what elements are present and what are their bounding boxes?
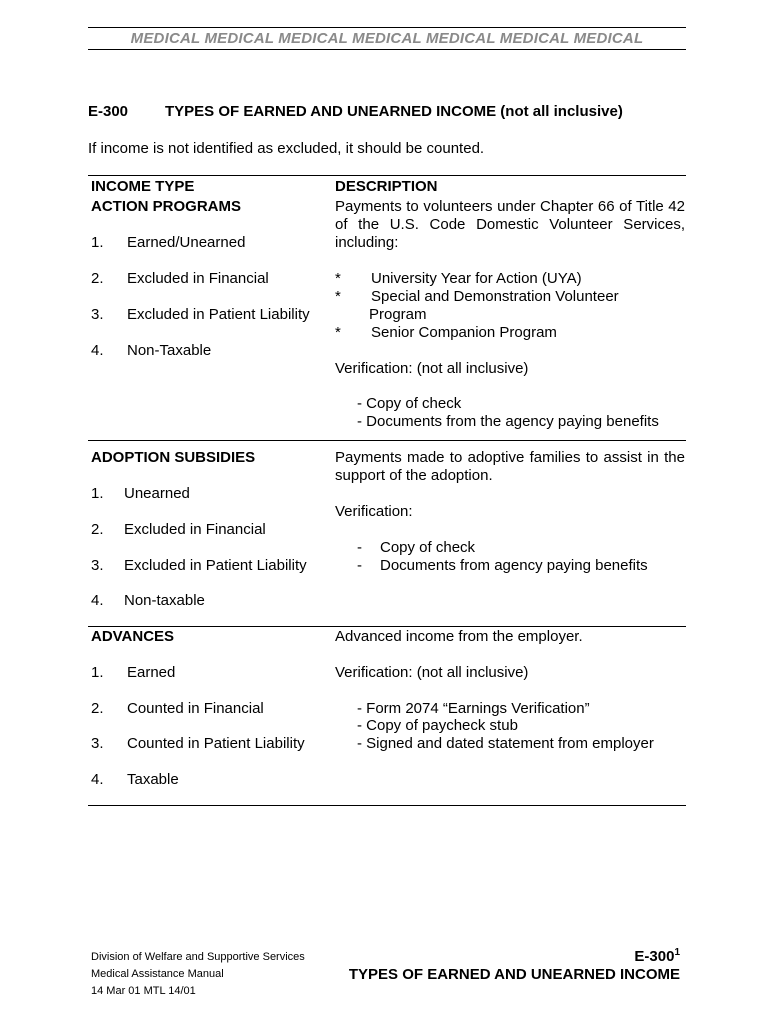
item-label: Earned xyxy=(127,664,176,681)
bullet-marker: * xyxy=(335,324,341,341)
item-number: 4. xyxy=(91,771,104,788)
item-number: 4. xyxy=(91,592,104,609)
item-number: 2. xyxy=(91,270,104,287)
item-label: Non-taxable xyxy=(124,592,205,609)
verification-label: Verification: xyxy=(335,503,413,520)
item-number: 1. xyxy=(91,664,104,681)
row-name: ADVANCES xyxy=(91,628,175,645)
top-rule-2 xyxy=(88,49,686,50)
bullet-text: University Year for Action (UYA) xyxy=(371,270,582,287)
top-rule-1 xyxy=(88,27,686,28)
header-description: DESCRIPTION xyxy=(335,178,438,195)
section-intro: If income is not identified as excluded, it should be counted. xyxy=(88,140,485,157)
table-bottom-rule xyxy=(88,805,686,806)
row-description: Payments to volunteers under Chapter 66 of Title 42 of the U.S. Code Domestic Volunteer Services, including: xyxy=(335,198,685,251)
row-description: Advanced income from the employer. xyxy=(335,628,583,645)
running-head: MEDICAL MEDICAL MEDICAL MEDICAL MEDICAL MEDICAL MEDICAL xyxy=(130,30,644,47)
row-divider xyxy=(88,626,686,627)
bullet-text-continued: Program xyxy=(369,306,427,323)
section-title: TYPES OF EARNED AND UNEARNED INCOME (not all inclusive) xyxy=(165,103,623,120)
item-label: Excluded in Patient Liability xyxy=(127,306,310,323)
footer-title: TYPES OF EARNED AND UNEARNED INCOME xyxy=(348,966,680,983)
verification-item: - Signed and dated statement from employer xyxy=(357,735,654,752)
item-label: Excluded in Patient Liability xyxy=(124,557,307,574)
item-number: 2. xyxy=(91,700,104,717)
item-number: 3. xyxy=(91,735,104,752)
item-number: 4. xyxy=(91,342,104,359)
item-number: 1. xyxy=(91,485,104,502)
footer-manual: Medical Assistance Manual xyxy=(91,968,224,980)
footer-code-sup: 1 xyxy=(674,947,680,958)
item-label: Taxable xyxy=(127,771,179,788)
item-label: Unearned xyxy=(124,485,190,502)
item-label: Non-Taxable xyxy=(127,342,212,359)
verification-item: Documents from agency paying benefits xyxy=(380,557,648,574)
verification-dash: - xyxy=(357,557,362,574)
verification-item: - Copy of check xyxy=(357,395,462,412)
item-label: Counted in Financial xyxy=(127,700,264,717)
table-top-rule xyxy=(88,175,686,176)
row-name: ACTION PROGRAMS xyxy=(91,198,241,215)
item-number: 3. xyxy=(91,306,104,323)
item-number: 1. xyxy=(91,234,104,251)
bullet-text: Senior Companion Program xyxy=(371,324,557,341)
item-label: Earned/Unearned xyxy=(127,234,246,251)
verification-label: Verification: (not all inclusive) xyxy=(335,360,529,377)
row-description: Payments made to adoptive families to assist in the support of the adoption. xyxy=(335,449,685,484)
row-name: ADOPTION SUBSIDIES xyxy=(91,449,256,466)
verification-item: - Documents from the agency paying benefits xyxy=(357,413,659,430)
verification-label: Verification: (not all inclusive) xyxy=(335,664,529,681)
footer-code xyxy=(634,947,680,965)
header-income-type: INCOME TYPE xyxy=(91,178,195,195)
verification-item: Copy of check xyxy=(380,539,476,556)
verification-dash: - xyxy=(357,539,362,556)
item-number: 2. xyxy=(91,521,104,538)
item-label: Counted in Patient Liability xyxy=(127,735,305,752)
row-divider xyxy=(88,440,686,441)
verification-item: - Form 2074 “Earnings Verification” xyxy=(357,700,590,717)
bullet-marker: * xyxy=(335,270,341,287)
item-label: Excluded in Financial xyxy=(124,521,266,538)
verification-item: - Copy of paycheck stub xyxy=(357,717,518,734)
footer-code-text: E-300 xyxy=(634,948,675,965)
footer-date: 14 Mar 01 MTL 14/01 xyxy=(91,985,196,997)
section-code: E-300 xyxy=(88,103,129,120)
item-number: 3. xyxy=(91,557,104,574)
item-label: Excluded in Financial xyxy=(127,270,269,287)
footer-division: Division of Welfare and Supportive Services xyxy=(91,951,305,963)
bullet-text: Special and Demonstration Volunteer xyxy=(371,288,619,305)
bullet-marker: * xyxy=(335,288,341,305)
